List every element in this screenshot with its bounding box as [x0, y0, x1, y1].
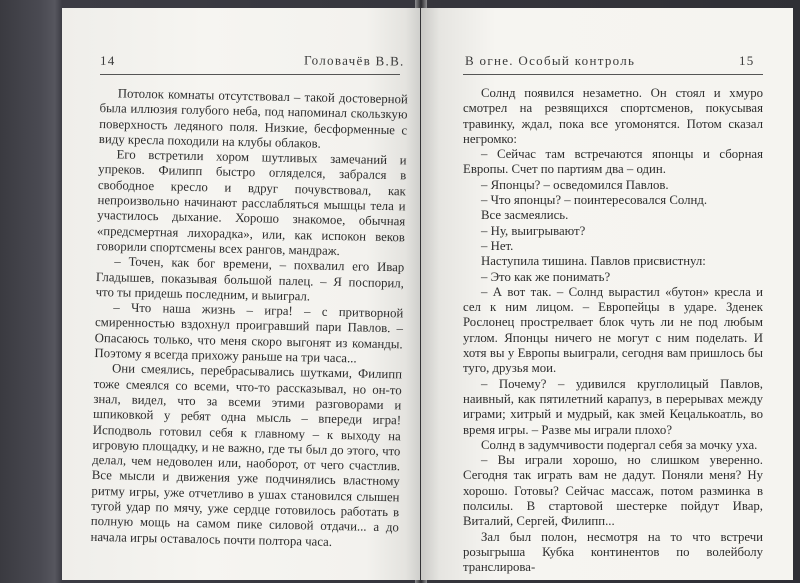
paragraph: – Точен, как бог времени, – похвалил его Ивар Гладышев, показывая большой палец. – Я поспорил, что ты придешь последним, и выиграл.	[95, 254, 405, 304]
paragraph: Его встретили хором шутливых замечаний и упреков. Филипп быстро огляделся, забрался в свободное кресло и вдруг почувствовал, как непроизвольно начинают расслабляться мышцы тела и участилось дыхание. Хорошо знакомое, обычная «предсмертная лихорадка», или, как испокон веков говорили спортсмены всех рангов, мандраж.	[96, 147, 407, 259]
paragraph: – Что японцы? – поинтересовался Солнд.	[481, 193, 708, 208]
paragraph: – Это как же понимать?	[481, 269, 611, 284]
left-page-number: 14	[99, 52, 116, 69]
paragraph: Солнд появился незаметно. Он стоял и хмуро смотрел на резвящихся спортсменов, покусывая травинку, ждал, пока все угомонятся. Потом сказал негромко:	[463, 86, 763, 146]
paragraph: – Почему? – удивился круглолицый Павлов, наивный, как пятилетний карапуз, в перерывах между играми; хитрый и мудрый, как змей Кецалькоатль, во время игры. – Разве мы играли плохо?	[463, 376, 763, 437]
left-page	[62, 8, 420, 580]
right-header-rule	[463, 74, 763, 75]
left-running-head: Головачёв В.В.	[303, 52, 405, 69]
paragraph: – Нет.	[481, 238, 514, 253]
paragraph: – Сейчас там встречаются японцы и сборная Европы. Счет по партиям два – один.	[463, 147, 763, 177]
paragraph: Солнд в задумчивости подергал себя за мочку уха.	[481, 437, 758, 452]
right-page	[421, 8, 793, 580]
paragraph: Потолок комнаты отсутствовал – такой достоверной была иллюзия голубого неба, под напоминал скользкую поверхность ледяного поля. Низкие, бесформенные с виду кресла походили на клубы облаков.	[98, 86, 408, 151]
paragraph: – Вы играли хорошо, но слишком уверенно. Сегодня так играть вам не дадут. Поняли меня? Ну хорошо. Готовы? Сейчас массаж, потом разминка в полсилы. В стартовой шестерке пойдут Ивар, Виталий, Сергей, Филипп...	[463, 453, 763, 529]
paragraph: Наступила тишина. Павлов присвистнул:	[481, 254, 706, 269]
right-running-head: В огне. Особый контроль	[465, 53, 636, 68]
paragraph: Они смеялись, перебрасывались шутками, Филипп тоже смеялся со всеми, что-то рассказывал, но он-то знал, видел, что за всеми этими разговорами и шпиковкой у ребят одна мысль – впереди игра! Исподволь готовил себя к главному – к выходу на игровую площадку, и не важно, где ты был до этого, что делал, чем недоволен или, наоборот, от чего счастлив. Все мысли и движения уже подчинялись властному ритму игры, уже отчетливо в ушах становился слышен тугой удар по мячу, уже сердце готовилось работать в полную мощь на самом пике силовой отдачи... а до начала игры оставалось почти полтора часа.	[90, 361, 403, 549]
paragraph: – Ну, выигрывают?	[481, 223, 586, 238]
paragraph: Зал был полон, несмотря на то что встречи розыгрыша Кубка континентов по волейболу транслирова-	[463, 529, 763, 575]
right-body-text	[463, 86, 763, 576]
paragraph: Все засмеялись.	[481, 208, 569, 223]
paragraph: – А вот так. – Солнд вырастил «бутон» кресла и сел к ним лицом. – Европейцы в ударе. Зденек Рослонец прострелвает блок чуть ли не под любым углом. Японцы ничего не могут с ним поделать. И хотя вы у Европы выиграли, сегодня вам пришлось бы туго, друзья мои.	[463, 284, 763, 376]
right-page-number: 15	[739, 53, 755, 68]
left-header-rule	[100, 74, 400, 75]
paragraph: – Что наша жизнь – игра! – с притворной смиренностью вздохнул проигравший пари Павлов. – Опасаюсь только, что меня скоро выгонят из команды. Поэтому я всегда прихожу раньше на три часа...	[94, 300, 404, 366]
paragraph: – Японцы? – осведомился Павлов.	[481, 177, 669, 192]
left-body-text	[90, 86, 408, 551]
